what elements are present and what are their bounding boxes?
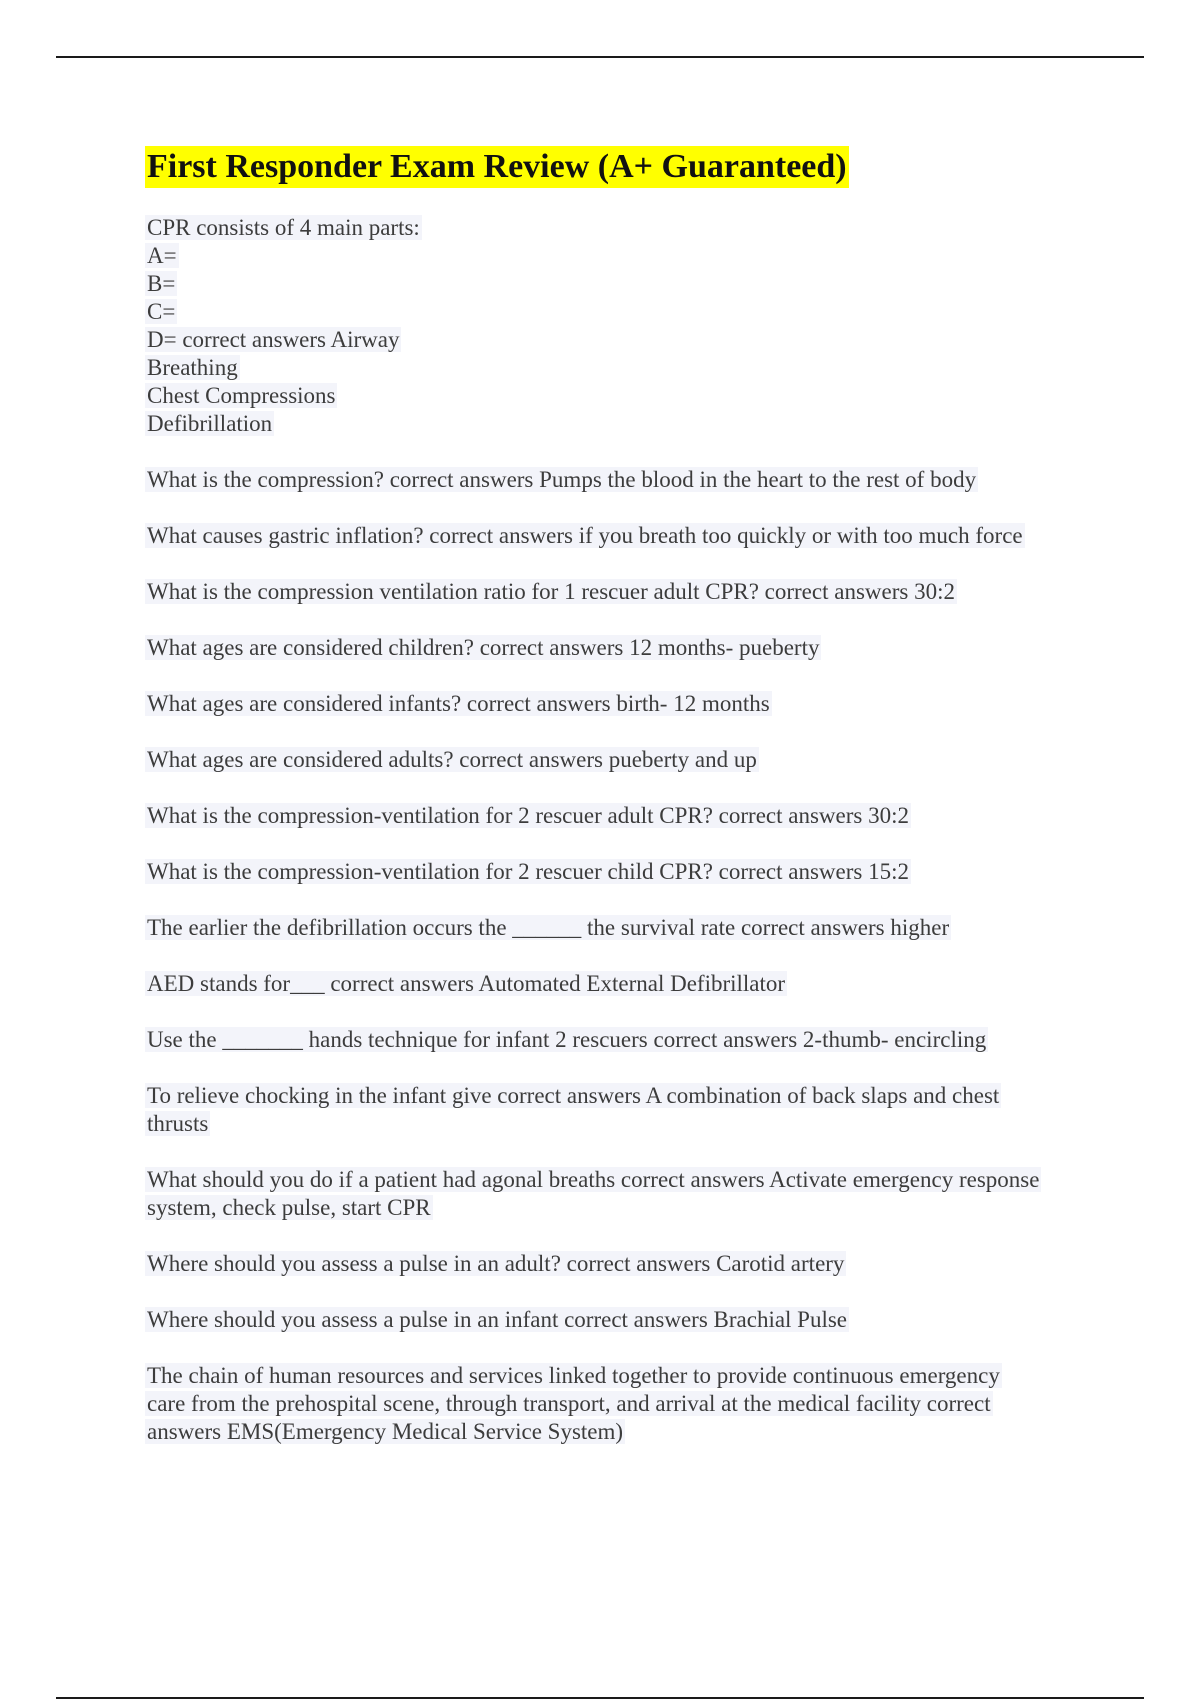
qa-line: What is the compression-ventilation for 2 rescuer adult CPR? correct answers 30:2 [147,803,909,828]
qa-line: What should you do if a patient had agonal breaths correct answers Activate emergency response [147,1167,1040,1192]
document-body [145,146,1095,1474]
qa-line: What is the compression ventilation ratio for 1 rescuer adult CPR? correct answers 30:2 [147,579,955,604]
qa-line: Where should you assess a pulse in an adult? correct answers Carotid artery [147,1251,845,1276]
qa-line: Use the _______ hands technique for infant 2 rescuers correct answers 2-thumb- encircling [147,1027,987,1052]
qa-entry [145,634,1095,662]
qa-entry [145,970,1095,998]
qa-entry [145,466,1095,494]
intro-line: Chest Compressions [147,383,336,408]
intro-line: A= [147,243,177,268]
qa-line: AED stands for___ correct answers Automated External Defibrillator [147,971,786,996]
qa-line: care from the prehospital scene, through transport, and arrival at the medical facility correct [147,1391,991,1416]
qa-entry [145,690,1095,718]
qa-entry [145,1306,1095,1334]
qa-entry [145,802,1095,830]
qa-line: thrusts [147,1111,209,1136]
qa-line: system, check pulse, start CPR [147,1195,431,1220]
qa-line: What is the compression-ventilation for 2 rescuer child CPR? correct answers 15:2 [147,859,909,884]
qa-entry [145,1166,1095,1222]
intro-line: D= correct answers Airway [147,327,400,352]
qa-line: The earlier the defibrillation occurs the ______ the survival rate correct answers higher [147,915,950,940]
qa-entry [145,746,1095,774]
qa-line: What ages are considered adults? correct answers pueberty and up [147,747,757,772]
qa-line: answers EMS(Emergency Medical Service System) [147,1419,624,1444]
document-title: First Responder Exam Review (A+ Guaranteed) [145,146,849,188]
intro-line: Defibrillation [147,411,273,436]
qa-entry [145,522,1095,550]
intro-line: CPR consists of 4 main parts: [147,215,420,240]
intro-block [145,214,1095,438]
qa-list [145,466,1095,1446]
qa-entry [145,1362,1095,1446]
intro-line: Breathing [147,355,238,380]
qa-entry [145,858,1095,886]
qa-entry [145,1250,1095,1278]
qa-line: To relieve chocking in the infant give correct answers A combination of back slaps and chest [147,1083,1000,1108]
intro-line: B= [147,271,176,296]
header-rule [56,56,1144,58]
qa-entry [145,1026,1095,1054]
qa-entry [145,578,1095,606]
qa-entry [145,914,1095,942]
qa-line: What ages are considered children? correct answers 12 months- pueberty [147,635,820,660]
qa-line: What is the compression? correct answers Pumps the blood in the heart to the rest of body [147,467,977,492]
qa-line: What ages are considered infants? correct answers birth- 12 months [147,691,770,716]
qa-entry [145,1082,1095,1138]
qa-line: The chain of human resources and services linked together to provide continuous emergency [147,1363,1000,1388]
qa-line: Where should you assess a pulse in an infant correct answers Brachial Pulse [147,1307,848,1332]
qa-line: What causes gastric inflation? correct answers if you breath too quickly or with too much force [147,523,1023,548]
intro-line: C= [147,299,176,324]
footer-rule [56,1697,1144,1699]
